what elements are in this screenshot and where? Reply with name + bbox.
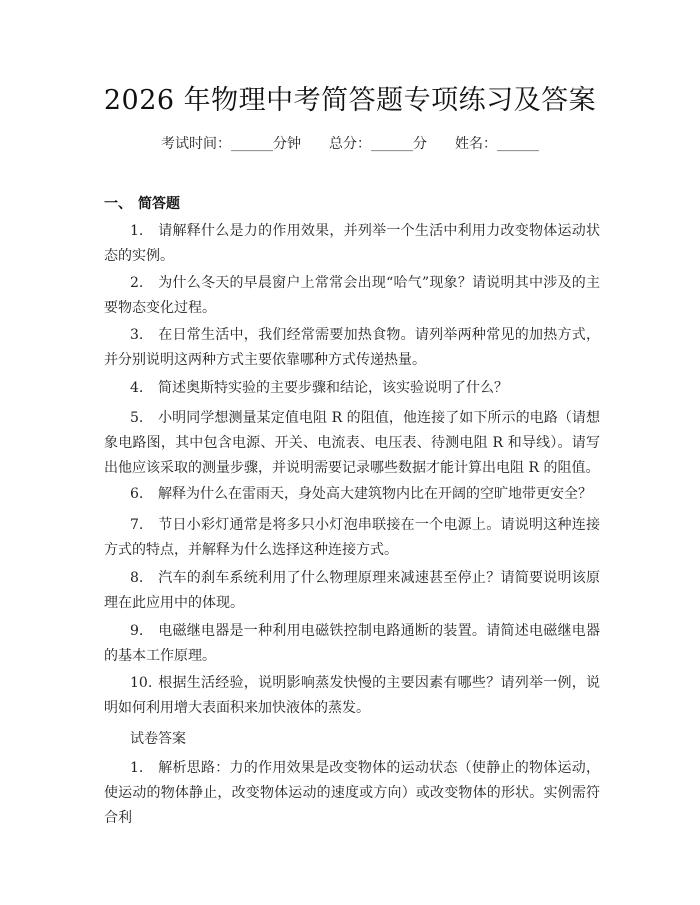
question-item: [104, 482, 600, 507]
question-number: 10.: [130, 675, 153, 691]
question-number: 6.: [130, 486, 144, 502]
answer-number: 1.: [130, 760, 144, 776]
question-number: 9.: [130, 623, 144, 639]
question-item: [104, 513, 600, 563]
question-number: 1.: [130, 223, 144, 239]
question-text: 在日常生活中，我们经常需要加热食物。请列举两种常见的加热方式，并分别说明这两种方式主要依靠哪种方式传递热量。: [104, 327, 600, 368]
answer-heading: 试卷答案: [130, 731, 186, 747]
question-item: [104, 671, 600, 721]
student-name: 姓名：______: [455, 136, 539, 152]
question-text: 请解释什么是力的作用效果，并列举一个生活中利用力改变物体运动状态的实例。: [104, 223, 600, 264]
question-number: 4.: [130, 380, 144, 396]
question-number: 5.: [130, 410, 144, 426]
answer-text: 解析思路：力的作用效果是改变物体的运动状态（使静止的物体运动，使运动的物体静止，改变物体运动的速度或方向）或改变物体的形状。实例需符合利: [104, 760, 600, 826]
question-number: 8.: [130, 570, 144, 586]
question-number: 2.: [130, 275, 144, 291]
section-heading: [104, 193, 180, 213]
section-number: 一、: [104, 196, 132, 212]
question-text: 小明同学想测量某定值电阻 R 的阻值，他连接了如下所示的电路（请想象电路图，其中包含电源、开关、电流表、电压表、待测电阻 R 和导线）。请写出他应该采取的测量步骤，并说明需要记录哪些数据才能计算出电阻 R 的阻值。: [104, 410, 600, 476]
question-item: [104, 406, 600, 481]
page-title: 2026 年物理中考简答题专项练习及答案: [103, 85, 597, 116]
question-text: 根据生活经验，说明影响蒸发快慢的主要因素有哪些？请列举一例，说明如何利用增大表面积来加快液体的蒸发。: [104, 675, 600, 716]
question-item: [104, 219, 600, 269]
question-item: [104, 619, 600, 669]
exam-time: 考试时间：______分钟: [161, 136, 301, 152]
question-item: [104, 271, 600, 321]
exam-meta: [0, 133, 700, 153]
question-number: 7.: [130, 517, 144, 533]
question-text: 汽车的刹车系统利用了什么物理原理来减速甚至停止？请简要说明该原理在此应用中的体现。: [104, 570, 600, 611]
question-item: [104, 566, 600, 616]
section-title: 简答题: [138, 196, 180, 212]
total-score: 总分：______分: [329, 136, 427, 152]
question-text: 节日小彩灯通常是将多只小灯泡串联接在一个电源上。请说明这种连接方式的特点，并解释为什么选择这种连接方式。: [104, 517, 600, 558]
question-text: 简述奥斯特实验的主要步骤和结论，该实验说明了什么？: [158, 380, 508, 396]
answer-item: [104, 756, 600, 831]
question-text: 电磁继电器是一种利用电磁铁控制电路通断的装置。请简述电磁继电器的基本工作原理。: [104, 623, 600, 664]
question-text: 解释为什么在雷雨天，身处高大建筑物内比在开阔的空旷地带更安全？: [158, 486, 592, 502]
question-text: 为什么冬天的早晨窗户上常常会出现“哈气”现象？请说明其中涉及的主要物态变化过程。: [104, 275, 600, 316]
question-item: [104, 323, 600, 373]
question-number: 3.: [130, 327, 144, 343]
question-item: [104, 376, 600, 401]
